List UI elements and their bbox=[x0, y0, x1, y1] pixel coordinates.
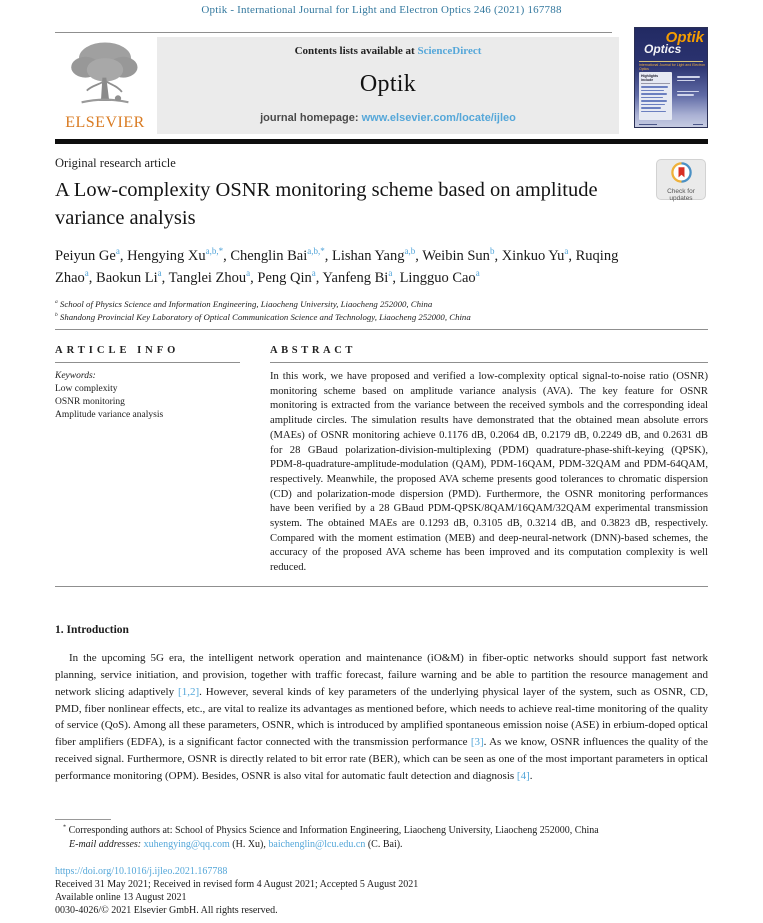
elsevier-tree-icon bbox=[66, 38, 144, 112]
keyword-item: Low complexity bbox=[55, 384, 118, 394]
affiliation-2 bbox=[55, 311, 708, 324]
homepage-line bbox=[163, 112, 613, 124]
text-segment: , Yanfeng Bi bbox=[315, 270, 389, 286]
text-segment: School of Physics Science and Information Engineering, Liaocheng University, Liaocheng 252000, China bbox=[57, 299, 433, 309]
abstract-column bbox=[270, 345, 708, 576]
keyword-item: Amplitude variance analysis bbox=[55, 410, 164, 420]
text-segment: a bbox=[55, 299, 58, 306]
text-segment: b bbox=[55, 312, 58, 319]
divider-above-info bbox=[55, 329, 708, 330]
article-info-heading: ARTICLE INFO bbox=[55, 345, 180, 356]
text-segment: * bbox=[63, 823, 67, 831]
abstract-text: In this work, we have proposed and verified a low-complexity optical signal-to-noise ratio (OSNR) monitoring scheme based on amplitude variance analysis (AVA). The key feature for OSNR monitoring is extracted from the variance between the received symbols and the corresponding ideal amplitude circles. The simulation results have demonstrated that the obtained mean absolute errors (MAEs) of OSNR monitoring achieve 0.1176 dB, 0.2064 dB, 0.2179 dB, 0.2249 dB, and 0.2631 dB for 28 GBaud polarization-division-multiplexing (PDM) quadrature-phase-shift-keying (QPSK), PDM-8-quadrature-amplitude-modulation (QAM), PDM-16QAM, PDM-32QAM and PDM-64QAM, respectively. Meanwhile, the proposed AVA scheme presents good tolerances to chromatic dispersion (CD) and polarization-mode dispersion (PMD). Furthermore, the OSNR monitoring performances have been verified by a 28 GBaud PDM-QPSK/8QAM/16QAM/32QAM experimental transmission system. The obtained MAEs are 0.1293 dB, 0.3105 dB, 0.3214 dB, and 0.3823 dB, respectively. Compared with the moment estimation (MEB) and deep-neural-network (DNN)-based schemes, the accuracy of the proposed AVA scheme has been improved and its computation complexity is well reduced. bbox=[270, 371, 708, 574]
cover-divider bbox=[639, 61, 703, 62]
affiliation-1 bbox=[55, 298, 708, 311]
text-segment: a bbox=[246, 268, 251, 279]
intro-paragraph bbox=[55, 650, 708, 785]
article-type-label: Original research article bbox=[55, 156, 176, 170]
header-top-rule bbox=[55, 32, 612, 33]
doi-link[interactable]: https://doi.org/10.1016/j.ijleo.2021.167788 bbox=[55, 866, 228, 878]
sciencedirect-link[interactable]: ScienceDirect bbox=[417, 45, 482, 57]
available-online-line: Available online 13 August 2021 bbox=[55, 892, 187, 904]
reference-link-4[interactable]: [4] bbox=[516, 770, 530, 783]
text-segment: Corresponding authors at: School of Physics Science and Information Engineering, Liaocheng University, Liaocheng 252000, China bbox=[66, 825, 599, 837]
text-segment: b bbox=[489, 246, 495, 257]
footnote-divider bbox=[55, 819, 111, 820]
text-segment: a,b,* bbox=[205, 246, 224, 257]
email-link-bai[interactable]: baichenglin@lcu.edu.cn bbox=[268, 839, 366, 851]
contents-line bbox=[163, 45, 613, 57]
keyword-item: OSNR monitoring bbox=[55, 397, 125, 407]
text-segment: . However, several kinds of key parameters of the underlying physical layer of the system, such as OSNR, CD, PMD, fiber nonlinear effects, etc., are vital to realize its advantages as mentioned before, which needs to achieve real-time monitoring of the quality of service (QoS). Among all these parameters, OSNR, which is introduced by amplified spontaneous emission noise (ASE) in erbium-doped optical fiber amplifiers (EDFA), is a significant factor connected with the transmission performance bbox=[55, 685, 708, 749]
text-segment: a,b,* bbox=[307, 246, 325, 257]
check-updates-label: Check for updates bbox=[667, 188, 695, 202]
copyright-line: 0030-4026/© 2021 Elsevier GmbH. All rights reserved. bbox=[55, 905, 278, 917]
authors-line bbox=[55, 245, 655, 289]
text-segment: a bbox=[311, 268, 316, 279]
check-updates-icon bbox=[671, 162, 692, 183]
abstract-heading: ABSTRACT bbox=[270, 345, 356, 356]
article-info-column bbox=[55, 345, 240, 576]
journal-masthead-box bbox=[157, 37, 619, 134]
section-heading-introduction: 1. Introduction bbox=[55, 623, 129, 636]
text-segment: a bbox=[115, 246, 120, 257]
received-dates-line: Received 31 May 2021; Received in revised form 4 August 2021; Accepted 5 August 2021 bbox=[55, 879, 419, 891]
text-segment: , Weibin Sun bbox=[415, 248, 490, 264]
text-segment: a bbox=[157, 268, 162, 279]
email-addresses-note bbox=[63, 838, 708, 852]
text-segment: Peiyun Ge bbox=[55, 248, 116, 264]
text-segment: Contents lists available at bbox=[294, 45, 418, 57]
text-segment: , Chenglin Bai bbox=[223, 248, 308, 264]
homepage-link[interactable]: www.elsevier.com/locate/ijleo bbox=[361, 112, 516, 124]
text-segment: a bbox=[475, 268, 480, 279]
journal-header-band bbox=[55, 29, 708, 134]
text-segment: (C. Bai). bbox=[365, 839, 403, 851]
text-segment: . As we know, OSNR influences the quality of the received signal. Furthermore, OSNR is directly related to bit error rate (BER), which can be seen as one of the most important parameters in optical performance monitoring (OPM). Besides, OSNR is also vital for automatic fault detection and diagnosis bbox=[55, 736, 708, 783]
cover-footer-marks bbox=[639, 124, 703, 126]
elsevier-logo bbox=[55, 37, 155, 134]
header-black-bar bbox=[55, 139, 708, 144]
journal-title: Optik bbox=[359, 71, 417, 97]
cover-title: Optik bbox=[665, 29, 704, 46]
text-segment: In the upcoming 5G era, the intelligent network operation and maintenance (iO&M) in fiber-optic networks should support fast network planning, service initiation, and provision, together with traffic forecast, failure warning and be able to partition the resource management and network slicing adaptively bbox=[55, 651, 708, 698]
text-segment: a,b bbox=[404, 246, 416, 257]
article-info-rule bbox=[55, 362, 240, 363]
text-segment: , Xinkuo Yu bbox=[494, 248, 565, 264]
reference-link-1-2[interactable]: [1,2] bbox=[178, 685, 200, 698]
text-segment: a bbox=[84, 268, 89, 279]
text-segment: . bbox=[529, 770, 533, 783]
cover-highlights-label: Highlights include bbox=[641, 74, 670, 84]
reference-link-3[interactable]: [3] bbox=[470, 736, 484, 749]
text-segment: journal homepage: bbox=[260, 112, 362, 124]
cover-highlights-box bbox=[639, 72, 672, 120]
journal-citation-header: Optik - International Journal for Light and Electron Optics 246 (2021) 167788 bbox=[201, 4, 562, 16]
text-segment: , Lishan Yang bbox=[324, 248, 405, 264]
abstract-rule bbox=[270, 362, 708, 363]
cover-issue-info bbox=[677, 74, 703, 96]
text-segment: , Lingguo Cao bbox=[392, 270, 476, 286]
text-segment: E-mail addresses: bbox=[69, 839, 144, 851]
text-segment: (H. Xu), bbox=[229, 839, 269, 851]
corresponding-authors-note bbox=[63, 824, 708, 838]
cover-tagline: International Journal for Light and Electron Optics bbox=[639, 63, 705, 71]
article-title: A Low-complexity OSNR monitoring scheme based on amplitude variance analysis bbox=[55, 179, 598, 229]
text-segment: , Hengying Xu bbox=[119, 248, 206, 264]
text-segment: , Peng Qin bbox=[250, 270, 312, 286]
cover-subtitle: Optics bbox=[644, 42, 682, 56]
elsevier-wordmark: ELSEVIER bbox=[65, 114, 145, 131]
keywords-label: Keywords: bbox=[55, 371, 96, 381]
check-for-updates-badge[interactable] bbox=[656, 159, 706, 200]
text-segment: , Baokun Li bbox=[88, 270, 158, 286]
text-segment: a bbox=[388, 268, 393, 279]
journal-cover-thumbnail bbox=[634, 27, 708, 128]
text-segment: a bbox=[564, 246, 569, 257]
divider-below-abstract bbox=[55, 586, 708, 587]
text-segment: , Ruqing Zhao bbox=[55, 248, 619, 286]
text-segment: Shandong Provincial Key Laboratory of Optical Communication Science and Technology, Liaocheng 252000, China bbox=[57, 312, 471, 322]
email-link-xu[interactable]: xuhengying@qq.com bbox=[143, 839, 230, 851]
text-segment: , Tanglei Zhou bbox=[161, 270, 247, 286]
